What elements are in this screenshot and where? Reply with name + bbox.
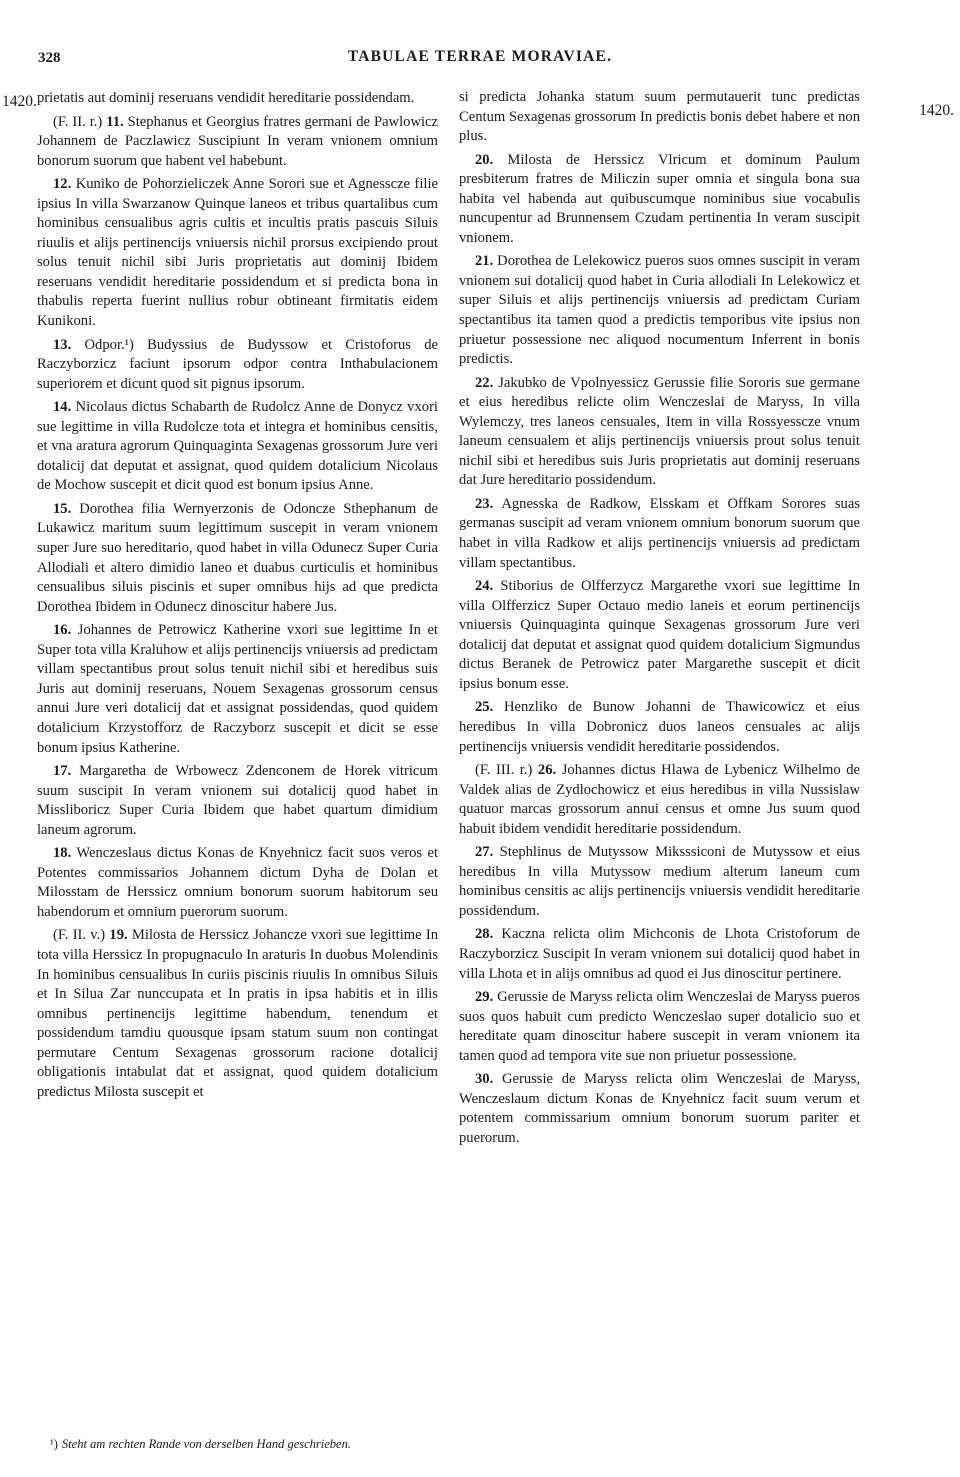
- entry-paragraph: [459, 843, 860, 921]
- entry-paragraph: [37, 113, 438, 172]
- entry-text: Kaczna relicta olim Michconis de Lhota Cristoforum de Raczyborzicz Suscipit In veram vnionem sui dotalicij quod habet in villa Lhota et in alijs omnibus ad quod ei Jus dinoscitur pertinere.: [459, 926, 860, 982]
- entry-paragraph: [37, 500, 438, 617]
- entry-text: Johannes dictus Hlawa de Lybenicz Wilhelmo de Valdek alias de Zydlochowicz et eius heredibus in villa Nussislaw quatuor marcas grossorum annui census et omne Jus suum quod habuit ibidem vendidit hereditarie possidendum.: [459, 762, 861, 837]
- entry-number: 20.: [475, 151, 494, 168]
- entry-number: 23.: [475, 495, 494, 512]
- entry-paragraph: [37, 398, 438, 496]
- margin-year-right: 1420.: [919, 102, 954, 119]
- entry-paragraph: [37, 844, 438, 922]
- entry-text: Dorothea de Lelekowicz pueros suos omnes suscipit in veram vnionem sui dotalicij quod habet in Curia allodiali In Lelekowicz et super Siluis et alijs pertinencijs vniuersis ad predictam Curiam spectantibus ita tamen quod a predictis temporibus vite ipsius non priuetur possessione nec aliquod nocumentum Inferrent in bonis predictis.: [459, 253, 860, 368]
- entry-paragraph: [459, 761, 860, 839]
- entry-text: Dorothea filia Wernyerzonis de Odoncze Sthephanum de Lukawicz maritum suum legittimum suscepit in veram vnionem super Jure suo hereditario, quod habet in villa Odunecz Super Curia Allodiali et altero dimidio laneo et duabus curticulis et hominibus censualibus siluis piscinis et super omnibus hijs ad que predicta Dorothea Ibidem in Odunecz dinoscitur habere Jus.: [37, 500, 438, 615]
- entry-text: Nicolaus dictus Schabarth de Rudolcz Anne de Donycz vxori sue legittime in villa Rudolcze tota et integra et hominibus censitis, et vna aratura agrorum Quinquaginta Sexagenas grossorum Jure veri dotalicij dat deputat et assignat, quod quidem dotalicium Nicolaus de Mochow suscepit et dicit quod est bonum ipsius Anne.: [37, 399, 438, 494]
- page-number: 328: [38, 50, 61, 66]
- entry-number: 18.: [53, 845, 72, 862]
- entry-paragraph: [37, 762, 438, 840]
- footnote-mark: ¹): [50, 1437, 58, 1451]
- entry-number: 16.: [53, 622, 72, 639]
- entry-number: 30.: [475, 1071, 494, 1088]
- running-title: TABULAE TERRAE MORAVIAE.: [347, 48, 613, 65]
- entry-text: si predicta Johanka statum suum permutauerit tunc predictas Centum Sexagenas grossorum In predictis bonis debet habere et non plus.: [459, 89, 860, 145]
- entry-paragraph: [459, 1070, 860, 1148]
- entry-paragraph: [459, 88, 860, 147]
- entry-text: Agnesska de Radkow, Elsskam et Offkam Sorores suas germanas suscipit ad veram vnionem omnium bonorum suorum que habet in villa Radkow et alijs pertinencijs vniuersis ad predictam villam spectantibus.: [459, 495, 860, 571]
- entry-paragraph: [459, 925, 860, 984]
- entry-text: Kuniko de Pohorzieliczek Anne Sorori sue et Agnesscze filie ipsius In villa Swarzanow Quinque laneos et tribus quartalibus cum hominibus censualibus agris cultis et incultis pratis pascuis Siluis riuulis et alijs pertinencijs vniuersis nichil prorsus excipiendo prout solus tenuit nichil sibi Juris proprietatis aut dominij Ibidem reseruans vendidit hereditarie possidendum et si predicta bona in thabulis reperta fuerint nullius robur obtineant firmitatis eidem Kunikoni.: [37, 176, 438, 330]
- entry-paragraph: [459, 698, 860, 757]
- entry-paragraph: [37, 926, 438, 1102]
- right-text-column: [459, 88, 860, 1152]
- entry-number: 14.: [53, 399, 72, 416]
- page-header: [0, 48, 960, 72]
- entry-number: 24.: [475, 578, 494, 595]
- entry-number: 11.: [106, 113, 124, 130]
- entry-number: 25.: [475, 699, 494, 716]
- entry-text: Johannes de Petrowicz Katherine vxori sue legittime In et Super tota villa Kraluhow et alijs pertinencijs vniuersis ad predictam villam spectantibus prout solus tenuit nichil sibi et heredibus suis Juris aut dominij reseruans, Nouem Sexagenas grossorum census annui Jure veri dotalicij dat et assignat possidendas, quod quidem dotalicium Krzystofforz de Raczyborz suscepit et dicit se esse bonum ipsius Katherine.: [37, 622, 438, 756]
- entry-text: Milosta de Herssicz Vlricum et dominum Paulum presbiterum fratres de Miliczin super omnia et singula bona sua habita vel habenda aut quibuscumque nominibus siue vocabulis nuncupentur ad Brunnensem Czudam pertinentia In veram suscipit vnionem.: [459, 151, 860, 246]
- footnote: [50, 1437, 351, 1452]
- entry-number: 12.: [53, 176, 72, 193]
- entry-text: Stephlinus de Mutyssow Miksssiconi de Mutyssow et eius heredibus In villa Mutyssow medium alterum laneum cum hominibus censitis ac alijs pertinencijs vniuersis vendidit hereditarie possidendum.: [459, 844, 860, 919]
- entry-text: Henzliko de Bunow Johanni de Thawicowicz et eius heredibus In villa Dobronicz duos laneos censuales ac alijs pertinencijs vniuersis vendidit hereditarie possidendos.: [459, 699, 860, 755]
- entry-number: 17.: [53, 763, 72, 780]
- entry-text: Jakubko de Vpolnyessicz Gerussie filie Sororis sue germane et eius heredibus relicte olim Wenczeslai de Maryss, In villa Wylemczy, tres laneos censuales, Item in villa Rossyesscze vnum laneum censualem et alijs pertinencijs vniuersis prout solus tenuit nichil sibi et heredibus suis Juris proprietatis aut dominij reseruans dat Jure hereditario possidendum.: [459, 374, 860, 489]
- entry-number: 13.: [53, 336, 72, 353]
- entry-text: Wenczeslaus dictus Konas de Knyehnicz facit suos veros et Potentes commissarios Johannem dictum Dyha de Dolan et Milosstam de Herssicz omnium bonorum suorum habitorum seu habendorum et omnium puerorum suorum.: [37, 845, 439, 920]
- entry-text: Gerussie de Maryss relicta olim Wenczeslai de Maryss pueros suos quos habuit cum predicto Wenczeslao super dotalicio suo et hereditate quam dinoscitur habere suscepit in veram vnionem ita tamen quod ad tempora vite sue non priuetur possessione.: [459, 989, 860, 1064]
- entry-paragraph: [37, 89, 438, 109]
- entry-paragraph: [459, 151, 860, 249]
- folio-reference: (F. III. r.): [475, 762, 533, 779]
- entry-paragraph: [37, 336, 438, 395]
- left-text-column: [37, 89, 438, 1106]
- entry-number: 19.: [109, 927, 128, 944]
- entry-text: prietatis aut dominij reseruans vendidit hereditarie possidendam.: [37, 90, 415, 106]
- entry-text: Gerussie de Maryss relicta olim Wenczeslai de Maryss, Wenczeslaum dictum Konas de Knyehnicz facit suum verum et potentem commissarium omnium bonorum suorum pariter et puerorum.: [459, 1071, 861, 1146]
- entry-paragraph: [459, 988, 860, 1066]
- entry-number: 27.: [475, 844, 494, 861]
- folio-reference: (F. II. v.): [53, 927, 106, 944]
- entry-number: 21.: [475, 253, 494, 270]
- entry-paragraph: [459, 374, 860, 491]
- entry-number: 29.: [475, 989, 494, 1006]
- entry-text: Odpor.¹) Budyssius de Budyssow et Cristoforus de Raczyborzicz faciunt ipsorum odpor contra Inthabulacionem superiorem et dicunt quod sit pignus ipsorum.: [37, 336, 439, 392]
- entry-number: 26.: [537, 762, 557, 779]
- margin-year-left: 1420.: [2, 93, 37, 110]
- footnote-text: Steht am rechten Rande von derselben Hand geschrieben.: [61, 1437, 351, 1451]
- entry-paragraph: [459, 577, 860, 694]
- entry-text: Stephanus et Georgius fratres germani de Pawlowicz Johannem de Paczlawicz Suscipiunt In veram vnionem omnium bonorum suorum que habent vel habebunt.: [37, 113, 438, 169]
- entry-paragraph: [37, 175, 438, 331]
- entry-number: 22.: [475, 374, 494, 391]
- entry-text: Milosta de Herssicz Johancze vxori sue legittime In tota villa Herssicz In propugnaculo In araturis In duobus Molendinis In hominibus censualibus In curiis piscinis riuulis In omnibus Siluis et In Silua Zar nunccupata et In pratis in ipsa habitis et in illis omnibus pertinencijs legittime habendum, tenendum et possidendum tamdiu quousque ipsam statum suum non contingat permutare Centum Sexagenas grossorum racione dotalicij obligationis intabulat dat et assignat, quod quidem dotalicium predictus Milosta suscepit et: [37, 927, 438, 1100]
- folio-reference: (F. II. r.): [53, 113, 103, 130]
- entry-paragraph: [459, 252, 860, 369]
- entry-paragraph: [459, 495, 860, 573]
- entry-paragraph: [37, 621, 438, 758]
- entry-number: 15.: [53, 500, 72, 517]
- entry-number: 28.: [475, 926, 494, 943]
- entry-text: Stiborius de Olfferzycz Margarethe vxori sue legittime In villa Olfferzicz Super Octauo medio laneis et eorum pertinencijs vniuersis Quinquaginta quinque Sexagenas grossorum Jure veri dotalicij dat deputat et assignat quod quidem dotalicium Sigmundus dictus Beranek de Petrowicz pater Margarethe suscepit et dicit ipsius bonum esse.: [459, 578, 860, 692]
- entry-text: Margaretha de Wrbowecz Zdenconem de Horek vitricum suum suscipit In veram vnionem sui dotalicij quod habet in Missliboricz Super Curia Ibidem que habet quartum dimidium laneum agrorum.: [37, 763, 438, 838]
